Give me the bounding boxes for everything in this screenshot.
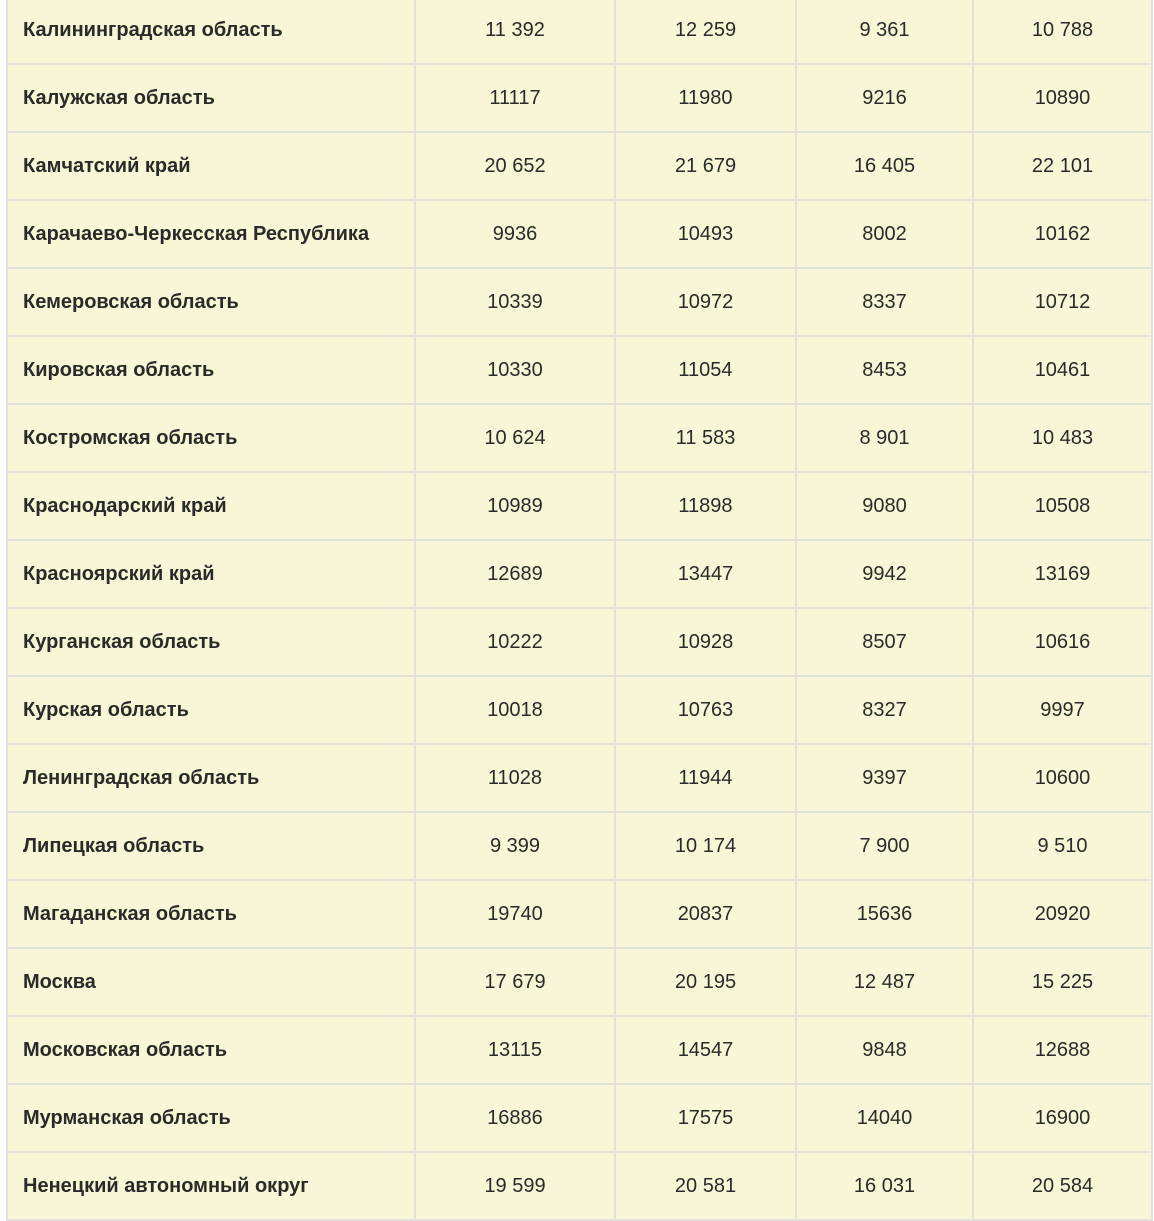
value-cell: 8453: [796, 336, 973, 404]
value-cell: 10763: [615, 676, 796, 744]
region-name: Камчатский край: [7, 132, 415, 200]
value-cell: 10928: [615, 608, 796, 676]
value-cell: 10 483: [973, 404, 1152, 472]
table-body: [7, 0, 1152, 1220]
value-cell: 12 487: [796, 948, 973, 1016]
value-cell: 13447: [615, 540, 796, 608]
value-cell: 10 624: [415, 404, 615, 472]
value-cell: 16 031: [796, 1152, 973, 1220]
value-cell: 11944: [615, 744, 796, 812]
value-cell: 15 225: [973, 948, 1152, 1016]
value-cell: 20 584: [973, 1152, 1152, 1220]
value-cell: 10339: [415, 268, 615, 336]
value-cell: 11117: [415, 64, 615, 132]
value-cell: 9 361: [796, 0, 973, 64]
region-name: Липецкая область: [7, 812, 415, 880]
value-cell: 19 599: [415, 1152, 615, 1220]
table-row: [7, 880, 1152, 948]
region-name: Красноярский край: [7, 540, 415, 608]
value-cell: 20920: [973, 880, 1152, 948]
region-name: Мурманская область: [7, 1084, 415, 1152]
region-name: Карачаево-Черкесская Республика: [7, 200, 415, 268]
table-row: [7, 1016, 1152, 1084]
value-cell: 16 405: [796, 132, 973, 200]
value-cell: 10972: [615, 268, 796, 336]
value-cell: 8002: [796, 200, 973, 268]
value-cell: 10330: [415, 336, 615, 404]
region-name: Кировская область: [7, 336, 415, 404]
value-cell: 13115: [415, 1016, 615, 1084]
region-name: Костромская область: [7, 404, 415, 472]
table-row: [7, 812, 1152, 880]
value-cell: 8507: [796, 608, 973, 676]
region-name: Московская область: [7, 1016, 415, 1084]
value-cell: 10890: [973, 64, 1152, 132]
region-name: Москва: [7, 948, 415, 1016]
region-name: Магаданская область: [7, 880, 415, 948]
value-cell: 17575: [615, 1084, 796, 1152]
value-cell: 10508: [973, 472, 1152, 540]
value-cell: 10989: [415, 472, 615, 540]
value-cell: 9216: [796, 64, 973, 132]
regions-table: [6, 0, 1153, 1221]
value-cell: 15636: [796, 880, 973, 948]
value-cell: 8327: [796, 676, 973, 744]
value-cell: 10 788: [973, 0, 1152, 64]
value-cell: 9 510: [973, 812, 1152, 880]
value-cell: 19740: [415, 880, 615, 948]
table-row: [7, 744, 1152, 812]
value-cell: 10493: [615, 200, 796, 268]
value-cell: 22 101: [973, 132, 1152, 200]
value-cell: 10616: [973, 608, 1152, 676]
value-cell: 16886: [415, 1084, 615, 1152]
region-name: Ненецкий автономный округ: [7, 1152, 415, 1220]
value-cell: 13169: [973, 540, 1152, 608]
value-cell: 14547: [615, 1016, 796, 1084]
value-cell: 10222: [415, 608, 615, 676]
value-cell: 12689: [415, 540, 615, 608]
table-row: [7, 404, 1152, 472]
value-cell: 11054: [615, 336, 796, 404]
value-cell: 9936: [415, 200, 615, 268]
value-cell: 20 652: [415, 132, 615, 200]
value-cell: 16900: [973, 1084, 1152, 1152]
table-row: [7, 608, 1152, 676]
value-cell: 10712: [973, 268, 1152, 336]
region-name: Калининградская область: [7, 0, 415, 64]
table-row: [7, 268, 1152, 336]
region-name: Калужская область: [7, 64, 415, 132]
value-cell: 20 581: [615, 1152, 796, 1220]
table-row: [7, 948, 1152, 1016]
region-name: Краснодарский край: [7, 472, 415, 540]
region-name: Курганская область: [7, 608, 415, 676]
value-cell: 7 900: [796, 812, 973, 880]
table-row: [7, 472, 1152, 540]
value-cell: 10 174: [615, 812, 796, 880]
table-row: [7, 132, 1152, 200]
value-cell: 10600: [973, 744, 1152, 812]
table-row: [7, 200, 1152, 268]
regions-table-container: [6, 0, 1151, 1221]
table-row: [7, 0, 1152, 64]
value-cell: 8337: [796, 268, 973, 336]
value-cell: 9 399: [415, 812, 615, 880]
value-cell: 9848: [796, 1016, 973, 1084]
value-cell: 11898: [615, 472, 796, 540]
value-cell: 9942: [796, 540, 973, 608]
value-cell: 11028: [415, 744, 615, 812]
region-name: Кемеровская область: [7, 268, 415, 336]
value-cell: 21 679: [615, 132, 796, 200]
value-cell: 10018: [415, 676, 615, 744]
value-cell: 10162: [973, 200, 1152, 268]
table-row: [7, 336, 1152, 404]
region-name: Курская область: [7, 676, 415, 744]
value-cell: 9997: [973, 676, 1152, 744]
value-cell: 14040: [796, 1084, 973, 1152]
table-row: [7, 1084, 1152, 1152]
value-cell: 12688: [973, 1016, 1152, 1084]
value-cell: 12 259: [615, 0, 796, 64]
value-cell: 17 679: [415, 948, 615, 1016]
value-cell: 9397: [796, 744, 973, 812]
table-row: [7, 64, 1152, 132]
value-cell: 20 195: [615, 948, 796, 1016]
region-name: Ленинградская область: [7, 744, 415, 812]
value-cell: 8 901: [796, 404, 973, 472]
table-row: [7, 676, 1152, 744]
value-cell: 11980: [615, 64, 796, 132]
table-row: [7, 1152, 1152, 1220]
value-cell: 9080: [796, 472, 973, 540]
value-cell: 11 392: [415, 0, 615, 64]
value-cell: 20837: [615, 880, 796, 948]
value-cell: 10461: [973, 336, 1152, 404]
value-cell: 11 583: [615, 404, 796, 472]
table-row: [7, 540, 1152, 608]
